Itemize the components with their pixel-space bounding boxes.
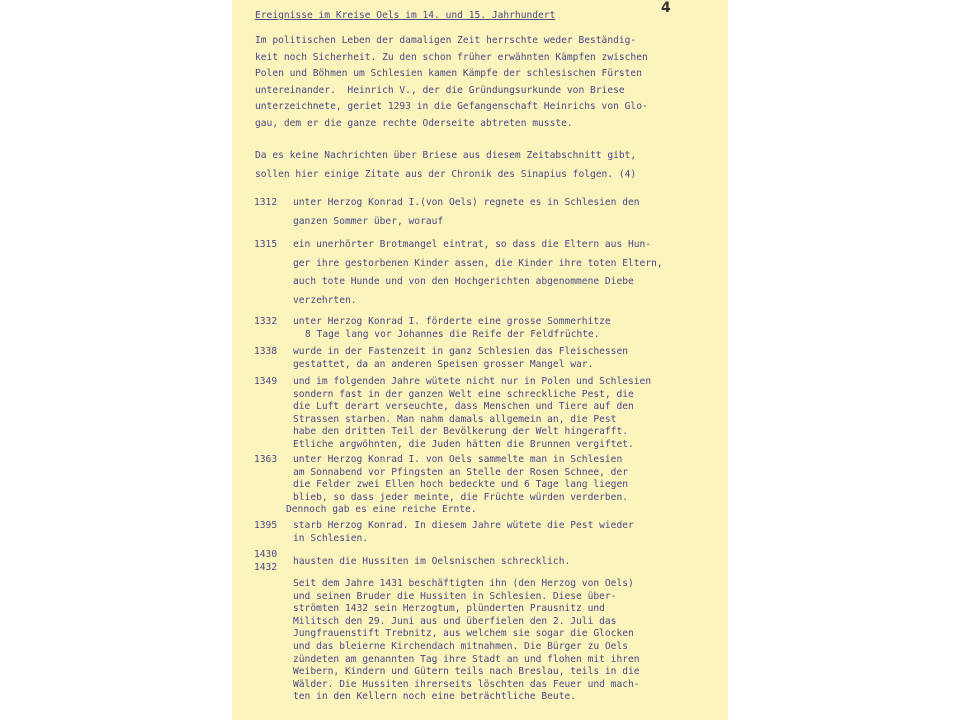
text-line: die Felder zwei Ellen hoch bedeckte und 6 Tage lang liegen xyxy=(293,479,629,491)
text-line: ger ihre gestorbenen Kinder assen, die Kinder ihre toten Eltern, xyxy=(293,257,663,269)
entry-year: 1338 xyxy=(254,346,278,357)
entry-text xyxy=(293,197,725,228)
entry-text xyxy=(293,520,725,545)
entry-year: 1363 xyxy=(254,454,278,465)
text-line: unterzeichnete, geriet 1293 in die Gefangenschaft Heinrichs von Glo- xyxy=(255,101,648,113)
text-line: Da es keine Nachrichten über Briese aus diesem Zeitabschnitt gibt, xyxy=(255,150,637,161)
text-line: Etliche argwöhnten, die Juden hätten die Brunnen vergiftet. xyxy=(293,438,634,450)
text-line: auch tote Hunde und von den Hochgerichten abgenommene Diebe xyxy=(293,276,634,288)
page-number: 4 xyxy=(661,0,671,16)
page-title: Ereignisse im Kreise Oels im 14. und 15. Jahrhundert xyxy=(255,10,556,21)
text-line: wurde in der Fastenzeit in ganz Schlesien das Fleischessen xyxy=(293,346,629,357)
text-line: unter Herzog Konrad I. von Oels sammelte man in Schlesien xyxy=(293,454,623,465)
text-line: ten in den Kellern noch eine beträchtliche Beute. xyxy=(293,691,577,703)
entry-text xyxy=(293,346,725,371)
entry-year: 1312 xyxy=(254,197,278,208)
text-line: Polen und Böhmen um Schlesien kamen Kämpfe der schlesischen Fürsten xyxy=(255,68,642,80)
entry-year: 1430 1432 xyxy=(254,549,278,573)
text-line: gestattet, da an anderen Speisen grosser Mangel war. xyxy=(293,358,594,370)
text-line: keit noch Sicherheit. Zu den schon früher erwähnten Kämpfen zwischen xyxy=(255,51,648,63)
text-line: 8 Tage lang vor Johannes die Reife der Feldfrüchte. xyxy=(305,328,600,340)
text-line: sollen hier einige Zitate aus der Chronik des Sinapius folgen. (4) xyxy=(255,168,637,180)
text-line: Jungfrauenstift Trebnitz, aus welchem sie sogar die Glocken xyxy=(293,628,634,640)
entry-text xyxy=(286,454,725,517)
intro-paragraph xyxy=(255,35,725,131)
entry-text xyxy=(293,376,725,452)
text-line: hausten die Hussiten im Oelsnischen schrecklich. xyxy=(293,556,571,567)
text-line: blieb, so dass jeder meinte, die Früchte würden verderben. xyxy=(293,491,629,503)
document-page xyxy=(232,0,728,720)
text-line: Strassen starben. Man nahm damals allgemein an, die Pest xyxy=(293,413,617,425)
text-line: verzehrten. xyxy=(293,294,357,306)
entry-year: 1315 xyxy=(254,239,278,250)
text-line: starb Herzog Konrad. In diesem Jahre wütete die Pest wieder xyxy=(293,520,634,531)
text-line: Militsch den 29. Juni aus und überfielen den 2. Juli das xyxy=(293,615,617,627)
source-paragraph xyxy=(255,150,725,181)
text-line: Dennoch gab es eine reiche Ernte. xyxy=(286,504,477,516)
text-line: Weibern, Kindern und Gütern teils nach Breslau, teils in die xyxy=(293,666,640,678)
text-line: die Luft derart verseuchte, dass Menschen und Tiere auf den xyxy=(293,401,634,413)
text-line: strömten 1432 sein Herzogtum, plünderten Prausnitz und xyxy=(293,603,605,615)
text-line: Seit dem Jahre 1431 beschäftigten ihn (den Herzog von Oels) xyxy=(293,578,634,589)
entry-year: 1332 xyxy=(254,316,278,327)
text-line: und im folgenden Jahre wütete nicht nur in Polen und Schlesien xyxy=(293,376,652,387)
text-line: ganzen Sommer über, worauf xyxy=(293,215,444,227)
closing-paragraph xyxy=(293,578,725,704)
text-line: und seinen Bruder die Hussiten in Schlesien. Diese über- xyxy=(293,590,617,602)
entry-year: 1349 xyxy=(254,376,278,387)
entry-text xyxy=(293,316,725,341)
text-line: Im politischen Leben der damaligen Zeit herrschte weder Beständig- xyxy=(255,35,637,46)
text-line: und das bleierne Kirchendach mitnahmen. Die Bürger zu Oels xyxy=(293,640,629,652)
text-line: am Sonnabend vor Pfingsten an Stelle der Rosen Schnee, der xyxy=(293,466,629,478)
text-line: ein unerhörter Brotmangel eintrat, so dass die Eltern aus Hun- xyxy=(293,239,652,250)
text-line: unter Herzog Konrad I.(von Oels) regnete es in Schlesien den xyxy=(293,197,640,208)
text-line: gau, dem er die ganze rechte Oderseite abtreten musste. xyxy=(255,117,573,129)
text-line: sondern fast in der ganzen Welt eine schreckliche Pest, die xyxy=(293,388,634,400)
text-line: unter Herzog Konrad I. förderte eine grosse Sommerhitze xyxy=(293,316,611,327)
entry-text xyxy=(293,239,725,307)
entry-text xyxy=(293,556,725,569)
entry-year: 1395 xyxy=(254,520,278,531)
text-line: Wälder. Die Hussiten ihrerseits löschten das Feuer und mach- xyxy=(293,678,640,690)
text-line: habe den dritten Teil der Bevölkerung der Welt hingerafft. xyxy=(293,426,629,438)
text-line: in Schlesien. xyxy=(293,532,369,544)
text-line: zündeten am genannten Tag ihre Stadt an und flohen mit ihren xyxy=(293,653,640,665)
text-line: untereinander. Heinrich V., der die Gründungsurkunde von Briese xyxy=(255,84,625,96)
